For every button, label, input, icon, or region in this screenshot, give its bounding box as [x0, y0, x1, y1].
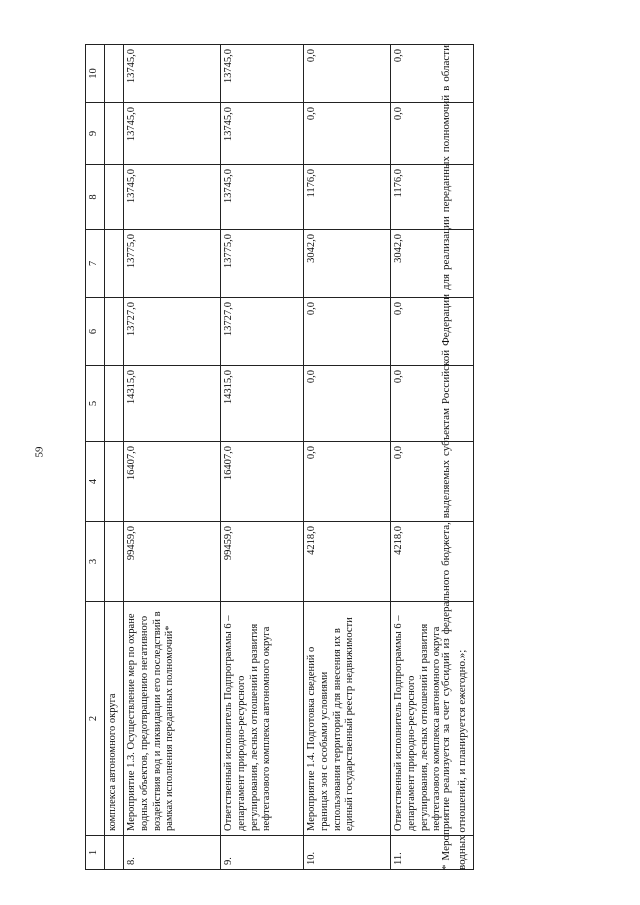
table-row	[124, 45, 221, 870]
row-number: 10.	[304, 836, 391, 870]
value-cell: 13745,0	[124, 165, 221, 230]
row-description: Мероприятие 1.3. Осуществление мер по охране водных объектов, предотвращению негативного воздействия вод и ликвидации его последствий в рамках исполнения переданных полномочий*	[124, 602, 221, 836]
table-cell	[105, 230, 124, 298]
header-cell: 1	[86, 836, 105, 870]
header-row	[86, 45, 105, 870]
row-description: Ответственный исполнитель Подпрограммы 6 – департамент природно-ресурсного регулирования, лесных отношений и развития нефтегазового комплекса автономного округа	[391, 602, 474, 836]
value-cell: 0,0	[391, 298, 474, 366]
value-cell: 16407,0	[221, 442, 304, 522]
value-cell: 4218,0	[391, 522, 474, 602]
value-cell: 99459,0	[221, 522, 304, 602]
value-cell: 13745,0	[221, 45, 304, 103]
continuation-row	[105, 45, 124, 870]
footnote: * Мероприятие реализуется за счет субсидий из федерального бюджета, выделяемых субъектам Российской Федерации для реализации переданных полномочий в области водных отношений, и планируется ежегодно.»;	[440, 45, 468, 870]
value-cell: 1176,0	[304, 165, 391, 230]
header-cell: 3	[86, 522, 105, 602]
header-cell: 7	[86, 230, 105, 298]
value-cell: 0,0	[304, 45, 391, 103]
table-cell	[105, 366, 124, 442]
table-cell	[105, 165, 124, 230]
table-row	[304, 45, 391, 870]
row-number: 9.	[221, 836, 304, 870]
table-cell	[105, 298, 124, 366]
budget-table	[85, 44, 474, 870]
value-cell: 13745,0	[221, 165, 304, 230]
value-cell: 13745,0	[124, 45, 221, 103]
row-number: 11.	[391, 836, 474, 870]
header-cell: 8	[86, 165, 105, 230]
header-cell: 10	[86, 45, 105, 103]
table-cell	[105, 442, 124, 522]
value-cell: 0,0	[391, 45, 474, 103]
value-cell: 0,0	[391, 442, 474, 522]
value-cell: 0,0	[304, 442, 391, 522]
value-cell: 13775,0	[221, 230, 304, 298]
row-description: Ответственный исполнитель Подпрограммы 6 – департамент природно-ресурсного регулирования, лесных отношений и развития нефтегазового комплекса автономного округа	[221, 602, 304, 836]
header-cell: 4	[86, 442, 105, 522]
value-cell: 3042,0	[391, 230, 474, 298]
value-cell: 13775,0	[124, 230, 221, 298]
value-cell: 16407,0	[124, 442, 221, 522]
value-cell: 13745,0	[221, 103, 304, 165]
row-number: 8.	[124, 836, 221, 870]
table-row	[221, 45, 304, 870]
value-cell: 13727,0	[221, 298, 304, 366]
value-cell: 4218,0	[304, 522, 391, 602]
value-cell: 3042,0	[304, 230, 391, 298]
value-cell: 13727,0	[124, 298, 221, 366]
table-cell	[105, 45, 124, 103]
value-cell: 1176,0	[391, 165, 474, 230]
value-cell: 0,0	[304, 298, 391, 366]
header-cell: 5	[86, 366, 105, 442]
header-cell: 9	[86, 103, 105, 165]
value-cell: 13745,0	[124, 103, 221, 165]
table-cell	[105, 836, 124, 870]
value-cell: 99459,0	[124, 522, 221, 602]
table-cell	[105, 103, 124, 165]
value-cell: 0,0	[391, 103, 474, 165]
table-cell	[105, 522, 124, 602]
continuation-text: комплекса автономного округа	[105, 602, 124, 836]
header-cell: 6	[86, 298, 105, 366]
value-cell: 0,0	[304, 103, 391, 165]
value-cell: 0,0	[391, 366, 474, 442]
value-cell: 0,0	[304, 366, 391, 442]
row-description: Мероприятие 1.4. Подготовка сведений о границах зон с особыми условиями использования территорий для внесения их в единый государственный реестр недвижимости	[304, 602, 391, 836]
value-cell: 14315,0	[124, 366, 221, 442]
table-container	[85, 45, 443, 870]
value-cell: 14315,0	[221, 366, 304, 442]
page-number: 59	[33, 446, 46, 458]
header-cell: 2	[86, 602, 105, 836]
